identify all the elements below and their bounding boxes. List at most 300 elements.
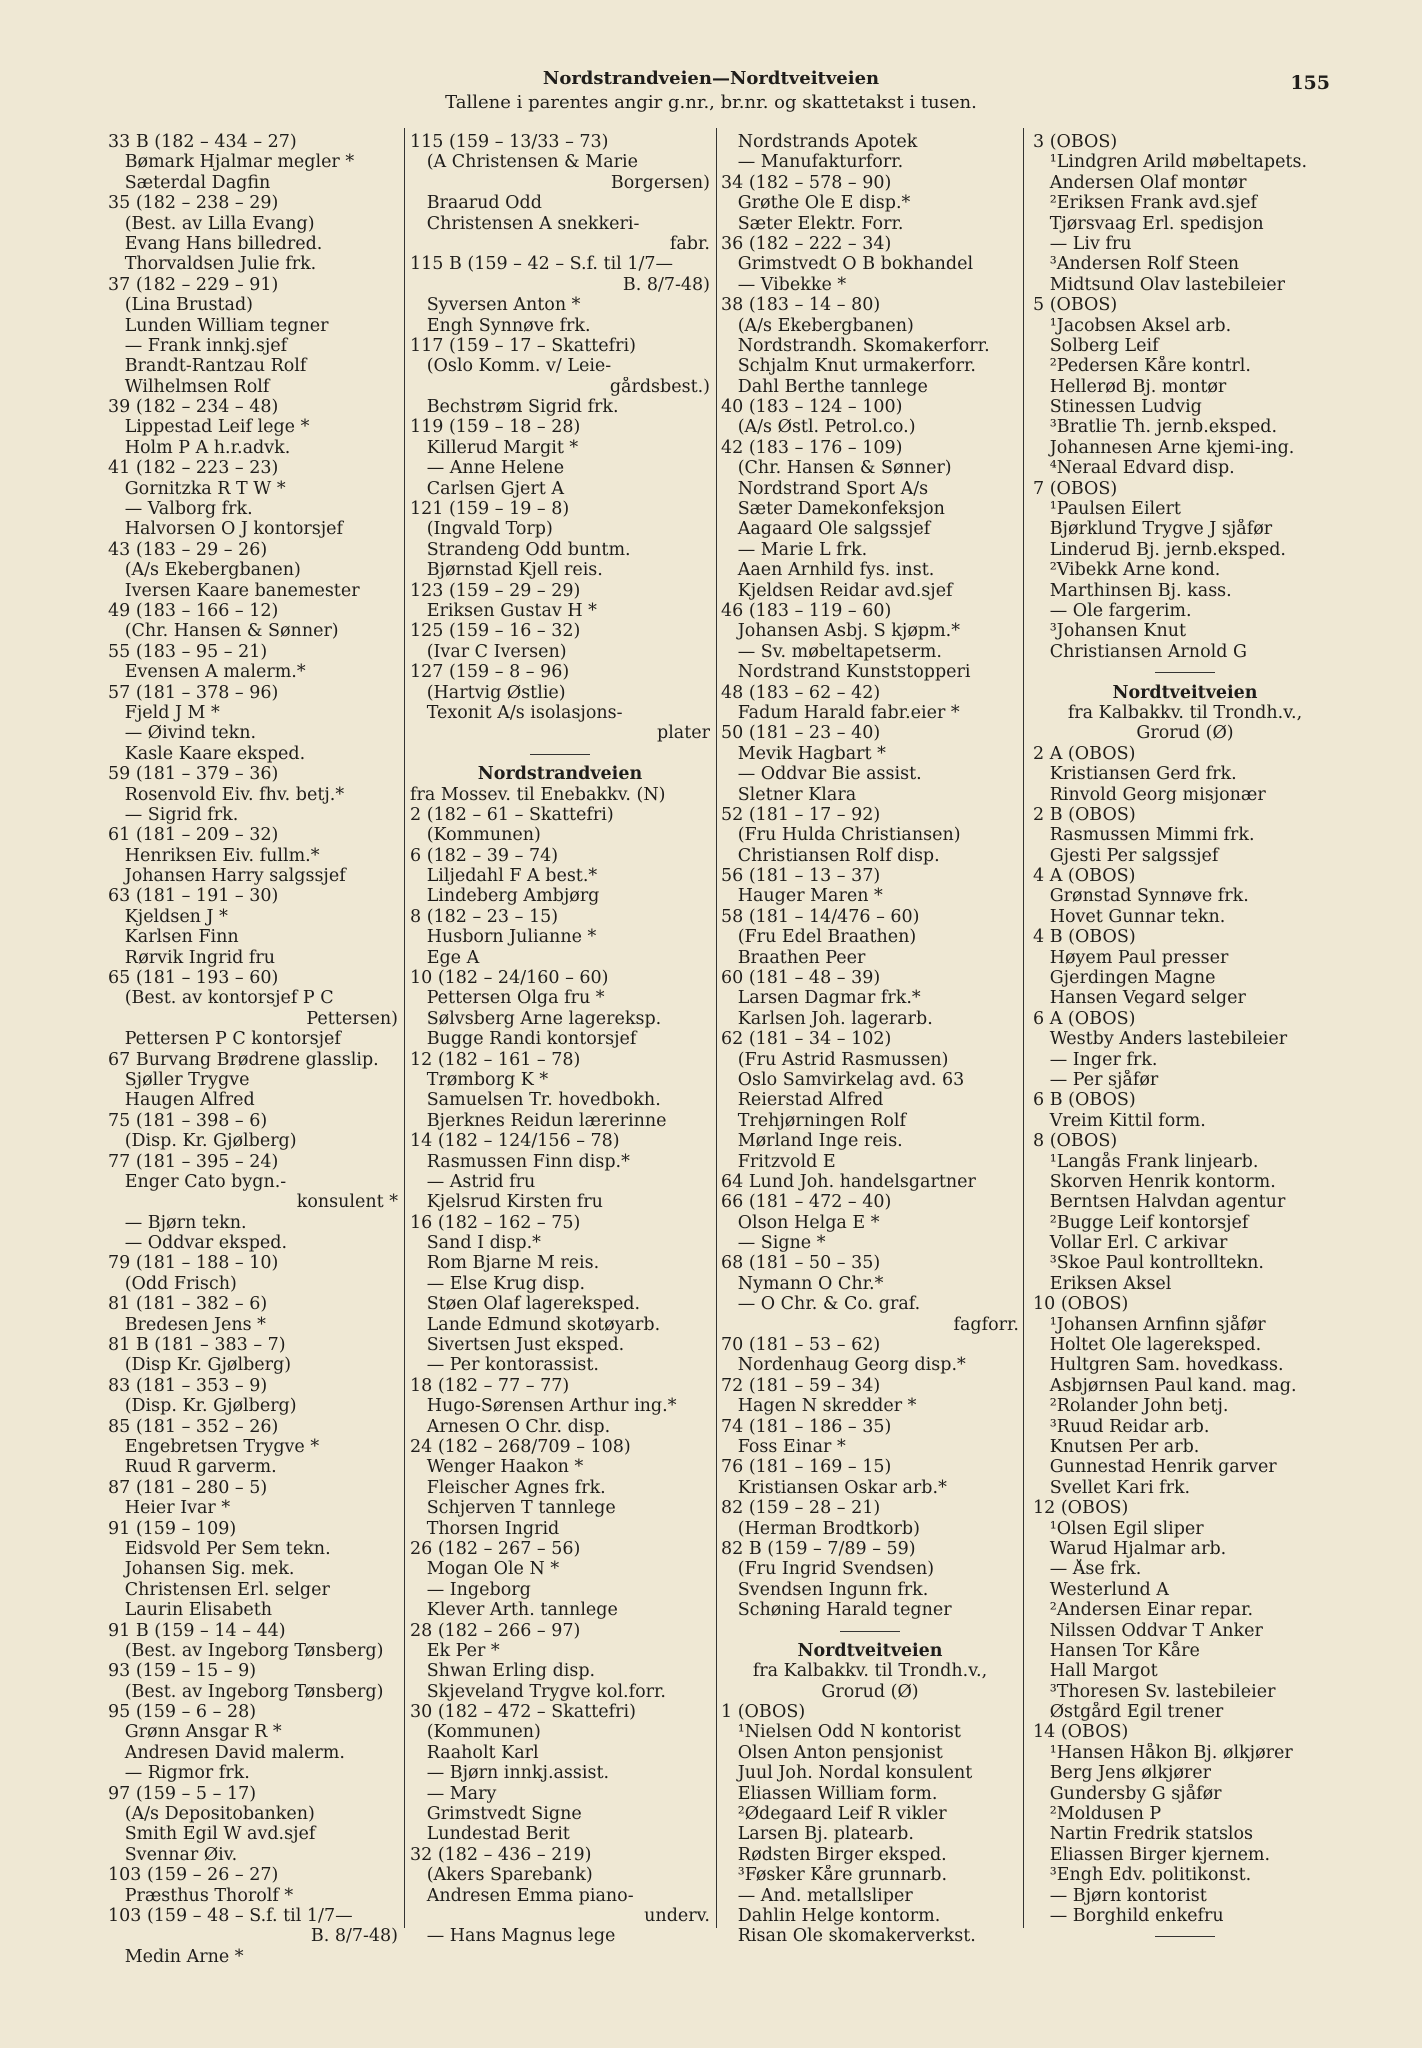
- directory-line: 70 (181 – 53 – 62): [721, 1335, 881, 1356]
- directory-line: 5 (OBOS): [1033, 295, 1118, 316]
- directory-line: 33 B (182 – 434 – 27): [108, 132, 297, 152]
- directory-line: 56 (181 – 13 – 37): [721, 866, 881, 887]
- directory-line: 32 (182 – 436 – 219): [410, 1844, 592, 1865]
- directory-line: 4 B (OBOS): [1033, 927, 1136, 948]
- directory-line: Asbjørnsen Paul kand. mag.: [1033, 1375, 1297, 1396]
- directory-line: Lippestad Leif lege *: [108, 417, 310, 438]
- directory-line: 12 (182 – 161 – 78): [410, 1049, 581, 1070]
- directory-line: — Bjørn kontorist: [1033, 1885, 1207, 1906]
- directory-line: Bjørklund Trygve J sjåfør: [1033, 519, 1273, 540]
- directory-line: (A/s Ekebergbanen): [108, 560, 301, 581]
- directory-line: ²Rolander John betj.: [1033, 1396, 1229, 1417]
- directory-line: Svennar Øiv.: [108, 1844, 238, 1865]
- directory-line: Kristiansen Oskar arb.*: [721, 1477, 947, 1498]
- directory-line: Sjøller Trygve: [108, 1069, 250, 1090]
- directory-line: Eliassen Birger kjernem.: [1033, 1844, 1271, 1865]
- directory-line: Rørvik Ingrid fru: [108, 947, 275, 968]
- directory-line: ²Vibekk Arne kond.: [1033, 560, 1221, 581]
- directory-line: 75 (181 – 398 – 6): [108, 1110, 268, 1131]
- directory-line: Ek Per *: [410, 1640, 500, 1661]
- directory-line: Mevik Hagbart *: [721, 743, 886, 764]
- directory-line: fra Kalbakkv. til Trondh.v.,: [1067, 702, 1303, 723]
- directory-line: fabr.: [669, 233, 710, 254]
- directory-line: 115 B (159 – 42 – S.f. til 1/7—: [410, 254, 673, 275]
- directory-line: (Chr. Hansen & Sønner): [108, 621, 339, 642]
- page-number: 155: [1290, 72, 1330, 94]
- street-heading: Nordstrandveien: [477, 764, 643, 785]
- directory-line: Iversen Kaare banemester: [108, 580, 360, 601]
- directory-line: — O Chr. & Co. graf.: [721, 1294, 921, 1315]
- street-heading: Nordtveitveien: [797, 1640, 943, 1661]
- directory-line: — Per kontorassist.: [410, 1355, 599, 1376]
- directory-line: Rødsten Birger eksped.: [721, 1844, 947, 1865]
- directory-line: 103 (159 – 26 – 27): [108, 1865, 279, 1886]
- column-divider: [716, 128, 717, 1928]
- directory-line: ²Bugge Leif kontorsjef: [1033, 1212, 1249, 1233]
- directory-line: Grimstvedt Signe: [410, 1804, 582, 1825]
- directory-line: Haugen Alfred: [108, 1090, 255, 1111]
- directory-line: 10 (182 – 24/160 – 60): [410, 968, 609, 989]
- directory-line: Thorsen Ingrid: [410, 1518, 560, 1539]
- directory-line: — Liv fru: [1033, 233, 1132, 254]
- directory-line: Oslo Samvirkelag avd. 63: [721, 1069, 965, 1090]
- directory-line: Eriksen Aksel: [1033, 1273, 1172, 1294]
- directory-line: Schjalm Knut urmakerforr.: [721, 356, 976, 377]
- directory-line: — Oddvar eksped.: [108, 1233, 288, 1254]
- directory-line: 81 (181 – 382 – 6): [108, 1294, 268, 1315]
- directory-line: — Hans Magnus lege: [410, 1926, 616, 1947]
- directory-line: Heier Ivar *: [108, 1498, 231, 1519]
- directory-line: (Oslo Komm. v/ Leie-: [410, 356, 612, 377]
- directory-line: Berntsen Halvdan agentur: [1033, 1192, 1286, 1213]
- directory-line: 62 (181 – 34 – 102): [721, 1029, 892, 1050]
- directory-line: ²Ødegaard Leif R vikler: [721, 1804, 947, 1825]
- directory-line: (A/s Ekebergbanen): [721, 315, 914, 336]
- directory-line: Gjerdingen Magne: [1033, 968, 1216, 989]
- directory-line: 76 (181 – 169 – 15): [721, 1457, 892, 1478]
- directory-line: 82 B (159 – 7/89 – 59): [721, 1538, 916, 1559]
- directory-line: — Sv. møbeltapetserm.: [721, 641, 942, 662]
- directory-line: Schøning Harald tegner: [721, 1600, 952, 1621]
- directory-line: 74 (181 – 186 – 35): [721, 1416, 892, 1437]
- directory-line: Samuelsen Tr. hovedbokh.: [410, 1090, 661, 1111]
- directory-line: — Marie L frk.: [721, 539, 868, 560]
- directory-line: (Disp. Kr. Gjølberg): [108, 1131, 297, 1152]
- directory-line: — Ole fargerim.: [1033, 600, 1192, 621]
- directory-line: ⁴Neraal Edvard disp.: [1033, 458, 1235, 479]
- directory-line: B. 8/7-48): [310, 1926, 398, 1947]
- directory-line: 10 (OBOS): [1033, 1294, 1129, 1315]
- directory-line: 64 Lund Joh. handelsgartner: [721, 1171, 976, 1192]
- directory-line: ¹Langås Frank linjearb.: [1033, 1151, 1259, 1172]
- directory-line: Sæter Elektr. Forr.: [721, 213, 904, 234]
- directory-line: Warud Hjalmar arb.: [1033, 1538, 1227, 1559]
- directory-line: 35 (182 – 238 – 29): [108, 193, 279, 214]
- directory-line: Medin Arne *: [108, 1946, 244, 1967]
- directory-line: Bjerknes Reidun lærerinne: [410, 1110, 667, 1131]
- directory-line: Johansen Harry salgssjef: [108, 866, 346, 887]
- directory-line: 42 (183 – 176 – 109): [721, 437, 903, 458]
- directory-line: 7 (OBOS): [1033, 478, 1118, 499]
- directory-line: Engebretsen Trygve *: [108, 1437, 320, 1457]
- directory-line: (Chr. Hansen & Sønner): [721, 458, 952, 479]
- directory-line: Grimstvedt O B bokhandel: [721, 254, 974, 275]
- directory-line: 115 (159 – 13/33 – 73): [410, 132, 609, 152]
- directory-line: — Åse frk.: [1033, 1559, 1142, 1580]
- directory-line: Karlsen Finn: [108, 927, 239, 948]
- directory-line: — Øivind tekn.: [108, 723, 257, 744]
- directory-line: — Valborg frk.: [108, 499, 253, 520]
- directory-line: Risan Ole skomakerverkst.: [721, 1926, 976, 1947]
- directory-line: Skjeveland Trygve kol.forr.: [410, 1681, 666, 1702]
- directory-line: ¹Lindgren Arild møbeltapets.: [1033, 152, 1308, 173]
- directory-line: 59 (181 – 379 – 36): [108, 764, 279, 785]
- directory-line: 82 (159 – 28 – 21): [721, 1498, 881, 1519]
- directory-line: (Fru Edel Braathen): [721, 927, 917, 948]
- directory-line: fra Kalbakkv. til Trondh.v.,: [752, 1661, 988, 1682]
- directory-line: B. 8/7-48): [622, 274, 710, 295]
- directory-line: Juul Joh. Nordal konsulent: [721, 1763, 973, 1784]
- directory-line: Andresen David malerm.: [108, 1742, 345, 1763]
- directory-line: 39 (182 – 234 – 48): [108, 397, 279, 418]
- directory-line: 6 (182 – 39 – 74): [410, 845, 559, 866]
- directory-line: 61 (181 – 209 – 32): [108, 825, 279, 846]
- directory-line: (Hartvig Østlie): [410, 682, 566, 703]
- directory-line: (Ivar C Iversen): [410, 641, 567, 662]
- directory-line: 119 (159 – 18 – 28): [410, 417, 581, 438]
- directory-line: Hansen Tor Kåre: [1033, 1640, 1200, 1661]
- directory-line: 117 (159 – 17 – Skattefri): [410, 335, 636, 356]
- directory-line: Kjeldsen J *: [108, 906, 228, 927]
- directory-line: 2 A (OBOS): [1033, 743, 1136, 764]
- directory-line: 46 (183 – 119 – 60): [721, 600, 892, 621]
- street-heading: Nordtveitveien: [1112, 682, 1258, 703]
- directory-line: 52 (181 – 17 – 92): [721, 804, 881, 825]
- directory-line: 24 (182 – 268/709 – 108): [410, 1437, 631, 1457]
- directory-line: Raaholt Karl: [410, 1742, 539, 1763]
- directory-line: Syversen Anton *: [410, 295, 581, 316]
- directory-line: Gunnestad Henrik garver: [1033, 1457, 1277, 1478]
- directory-line: Trømborg K *: [410, 1069, 549, 1090]
- directory-line: Nordstrand Kunststopperi: [721, 662, 971, 683]
- directory-line: Hauger Maren *: [721, 886, 883, 907]
- directory-line: 63 (181 – 191 – 30): [108, 886, 279, 907]
- directory-line: 38 (183 – 14 – 80): [721, 295, 881, 316]
- directory-line: (Kommunen): [410, 1722, 541, 1743]
- directory-line: Præsthus Thorolf *: [108, 1885, 294, 1906]
- directory-line: 87 (181 – 280 – 5): [108, 1477, 268, 1498]
- directory-line: ¹Jacobsen Aksel arb.: [1033, 315, 1232, 336]
- directory-line: Bugge Randi kontorsjef: [410, 1029, 637, 1050]
- directory-line: Borgersen): [610, 172, 710, 193]
- directory-line: Hellerød Bj. montør: [1033, 376, 1227, 397]
- directory-line: Skorven Henrik kontorm.: [1033, 1171, 1276, 1192]
- directory-line: 93 (159 – 15 – 9): [108, 1661, 257, 1682]
- directory-line: 57 (181 – 378 – 96): [108, 682, 279, 703]
- directory-line: ²Eriksen Frank avd.sjef: [1033, 193, 1257, 214]
- directory-line: 30 (182 – 472 – Skattefri): [410, 1702, 636, 1723]
- directory-line: Shwan Erling disp.: [410, 1661, 596, 1682]
- section-rule: [1033, 662, 1337, 682]
- directory-line: (Fru Astrid Rasmussen): [721, 1049, 949, 1070]
- directory-line: Eliassen William form.: [721, 1783, 938, 1804]
- directory-line: Rinvold Georg misjonær: [1033, 784, 1266, 805]
- directory-line: 28 (182 – 266 – 97): [410, 1620, 581, 1641]
- directory-line: ²Pedersen Kåre kontrl.: [1033, 356, 1251, 377]
- directory-line: 6 A (OBOS): [1033, 1008, 1136, 1029]
- directory-line: Lunden William tegner: [108, 315, 329, 336]
- directory-line: — Bjørn innkj.assist.: [410, 1763, 610, 1784]
- directory-line: Christiansen Rolf disp.: [721, 845, 940, 866]
- directory-line: Fjeld J M *: [108, 702, 220, 723]
- directory-line: Ruud R garverm.: [108, 1457, 277, 1478]
- directory-line: Dahlin Helge kontorm.: [721, 1905, 941, 1926]
- directory-line: Høyem Paul presser: [1033, 947, 1229, 968]
- directory-line: (Akers Sparebank): [410, 1865, 593, 1886]
- directory-line: (Ingvald Torp): [410, 519, 553, 540]
- directory-line: Evensen A malerm.*: [108, 662, 306, 683]
- directory-line: Pettersen Olga fru *: [410, 988, 605, 1009]
- directory-line: (Disp Kr. Gjølberg): [108, 1355, 292, 1376]
- directory-line: Dahl Berthe tannlege: [721, 376, 928, 397]
- directory-line: plater: [657, 723, 710, 744]
- directory-line: 41 (182 – 223 – 23): [108, 458, 279, 479]
- directory-line: (Odd Frisch): [108, 1273, 237, 1294]
- directory-line: Lande Edmund skotøyarb.: [410, 1314, 661, 1335]
- directory-line: Carlsen Gjert A: [410, 478, 565, 499]
- directory-line: Hansen Vegard selger: [1033, 988, 1246, 1009]
- directory-line: Tjørsvaag Erl. spedisjon: [1033, 213, 1264, 234]
- directory-line: fagforr.: [953, 1314, 1019, 1335]
- directory-line: ³Andersen Rolf Steen: [1033, 254, 1240, 275]
- directory-line: 8 (OBOS): [1033, 1131, 1118, 1152]
- directory-line: Bjørnstad Kjell reis.: [410, 560, 603, 581]
- directory-line: Støen Olaf lagereksped.: [410, 1294, 641, 1315]
- directory-line: Grønn Ansgar R *: [108, 1722, 282, 1743]
- directory-line: Gundersby G sjåfør: [1033, 1783, 1222, 1804]
- directory-line: Fritzvold E: [721, 1151, 836, 1172]
- directory-line: 66 (181 – 472 – 40): [721, 1192, 892, 1213]
- directory-line: Lindeberg Ambjørg: [410, 886, 600, 907]
- directory-line: Fadum Harald fabr.eier *: [721, 702, 960, 723]
- directory-line: 68 (181 – 50 – 35): [721, 1253, 881, 1274]
- directory-line: Nilssen Oddvar T Anker: [1033, 1620, 1263, 1641]
- directory-line: Fleischer Agnes frk.: [410, 1477, 606, 1498]
- directory-line: Vreim Kittil form.: [1033, 1110, 1206, 1131]
- directory-line: ³Skoe Paul kontrolltekn.: [1033, 1253, 1264, 1274]
- directory-line: Rasmussen Finn disp.*: [410, 1151, 630, 1172]
- directory-line: Evang Hans billedred.: [108, 233, 323, 254]
- directory-line: Christiansen Arnold G: [1033, 641, 1247, 662]
- directory-line: — Vibekke *: [721, 274, 847, 295]
- directory-line: Grorud (Ø): [1136, 723, 1234, 744]
- directory-line: 58 (181 – 14/476 – 60): [721, 906, 920, 927]
- directory-line: — Mary: [410, 1783, 497, 1804]
- directory-line: Grøthe Ole E disp.*: [721, 193, 911, 214]
- directory-line: 37 (182 – 229 – 91): [108, 274, 279, 295]
- directory-line: (Fru Hulda Christiansen): [721, 825, 961, 846]
- directory-line: Westerlund A: [1033, 1579, 1169, 1600]
- directory-line: — Bjørn tekn.: [108, 1212, 247, 1233]
- directory-line: — Signe *: [721, 1233, 826, 1254]
- directory-line: Brandt-Rantzau Rolf: [108, 356, 307, 377]
- directory-line: ¹Paulsen Eilert: [1033, 499, 1181, 520]
- directory-line: 16 (182 – 162 – 75): [410, 1212, 581, 1233]
- directory-line: (A/s Depositobanken): [108, 1804, 315, 1825]
- directory-line: 103 (159 – 48 – S.f. til 1/7—: [108, 1905, 353, 1926]
- directory-line: 72 (181 – 59 – 34): [721, 1375, 881, 1396]
- directory-line: (A/s Østl. Petrol.co.): [721, 417, 916, 438]
- directory-line: (Best. av Ingeborg Tønsberg): [108, 1640, 384, 1661]
- directory-line: — Astrid fru: [410, 1171, 536, 1192]
- directory-line: Engh Synnøve frk.: [410, 315, 591, 336]
- directory-line: 18 (182 – 77 – 77): [410, 1375, 570, 1396]
- directory-line: Nordenhaug Georg disp.*: [721, 1355, 966, 1376]
- directory-line: Rosenvold Eiv. fhv. betj.*: [108, 784, 345, 805]
- directory-line: 14 (OBOS): [1033, 1722, 1129, 1743]
- directory-line: 127 (159 – 8 – 96): [410, 662, 570, 683]
- directory-line: Andersen Olaf montør: [1033, 172, 1247, 193]
- directory-line: Andresen Emma piano-: [410, 1885, 634, 1906]
- directory-line: Svellet Kari frk.: [1033, 1477, 1191, 1498]
- directory-line: Sæter Damekonfeksjon: [721, 499, 945, 520]
- directory-line: Nordstrandh. Skomakerforr.: [721, 335, 990, 356]
- directory-line: 65 (181 – 193 – 60): [108, 968, 279, 989]
- section-rule: [410, 744, 710, 764]
- directory-line: Vollar Erl. C arkivar: [1033, 1233, 1228, 1254]
- directory-line: Smith Egil W avd.sjef: [108, 1824, 316, 1845]
- directory-line: — Inger frk.: [1033, 1049, 1158, 1070]
- directory-line: Knutsen Per arb.: [1033, 1437, 1200, 1457]
- directory-line: Sand I disp.*: [410, 1233, 541, 1254]
- directory-column-4: [1033, 132, 1337, 1947]
- directory-line: Eriksen Gustav H *: [410, 600, 597, 621]
- directory-line: — Ingeborg: [410, 1579, 531, 1600]
- directory-line: Arnesen O Chr. disp.: [410, 1416, 611, 1437]
- directory-line: 34 (182 – 578 – 90): [721, 172, 892, 193]
- directory-line: Nordstrands Apotek: [721, 132, 918, 152]
- directory-line: Bømark Hjalmar megler *: [108, 152, 355, 173]
- directory-line: Nymann O Chr.*: [721, 1273, 884, 1294]
- directory-line: Nordstrand Sport A/s: [721, 478, 929, 499]
- directory-line: Reierstad Alfred: [721, 1090, 884, 1111]
- directory-line: ²Andersen Einar repar.: [1033, 1600, 1254, 1621]
- directory-line: 97 (159 – 5 – 17): [108, 1783, 257, 1804]
- directory-line: (Herman Brodtkorb): [721, 1518, 920, 1539]
- directory-line: — Else Krug disp.: [410, 1273, 586, 1294]
- directory-line: Wilhelmsen Rolf: [108, 376, 270, 397]
- column-divider: [1023, 128, 1024, 1928]
- directory-line: 91 (159 – 109): [108, 1518, 237, 1539]
- directory-line: Sivertsen Just eksped.: [410, 1335, 625, 1356]
- directory-line: 67 Burvang Brødrene glasslip.: [108, 1049, 379, 1070]
- directory-line: — Borghild enkefru: [1033, 1905, 1224, 1926]
- directory-line: (Fru Ingrid Svendsen): [721, 1559, 935, 1580]
- directory-line: Aagaard Ole salgssjef: [721, 519, 931, 540]
- directory-line: — Oddvar Bie assist.: [721, 764, 922, 785]
- directory-line: — Rigmor frk.: [108, 1763, 250, 1784]
- directory-line: Hall Margot: [1033, 1661, 1158, 1682]
- directory-line: konsulent *: [296, 1192, 398, 1213]
- directory-line: Karlsen Joh. lagerarb.: [721, 1008, 933, 1029]
- directory-line: underv.: [644, 1905, 710, 1926]
- directory-line: 95 (159 – 6 – 28): [108, 1702, 257, 1723]
- directory-line: Husborn Julianne *: [410, 927, 597, 948]
- directory-line: Olsen Anton pensjonist: [721, 1742, 943, 1763]
- directory-line: ¹Hansen Håkon Bj. ølkjører: [1033, 1742, 1293, 1763]
- directory-line: Hagen N skredder *: [721, 1396, 917, 1417]
- directory-line: 6 B (OBOS): [1033, 1090, 1136, 1111]
- directory-line: 123 (159 – 29 – 29): [410, 580, 581, 601]
- directory-line: ²Moldusen P: [1033, 1804, 1162, 1825]
- directory-line: Grønstad Synnøve frk.: [1033, 886, 1249, 907]
- column-divider: [404, 128, 405, 1928]
- directory-line: Lundestad Berit: [410, 1824, 570, 1845]
- directory-line: Sæterdal Dagfin: [108, 172, 271, 193]
- directory-line: ¹Johansen Arnfinn sjåfør: [1033, 1314, 1266, 1335]
- directory-line: Johansen Asbj. S kjøpm.*: [721, 621, 960, 642]
- directory-line: Sølvsberg Arne lagereksp.: [410, 1008, 662, 1029]
- directory-line: Hugo-Sørensen Arthur ing.*: [410, 1396, 677, 1417]
- directory-line: Berg Jens ølkjører: [1033, 1763, 1212, 1784]
- directory-line: 79 (181 – 188 – 10): [108, 1253, 279, 1274]
- page-header-title: Nordstrandveien—Nordtveitveien: [542, 68, 880, 89]
- directory-line: gårdsbest.): [609, 376, 710, 397]
- directory-line: 8 (182 – 23 – 15): [410, 906, 559, 927]
- directory-line: 121 (159 – 19 – 8): [410, 499, 570, 520]
- directory-line: Westby Anders lastebileier: [1033, 1029, 1288, 1050]
- directory-line: 40 (183 – 124 – 100): [721, 397, 903, 418]
- directory-line: Gornitzka R T W *: [108, 478, 286, 499]
- directory-line: Ege A: [410, 947, 480, 968]
- directory-line: ³Engh Edv. politikonst.: [1033, 1865, 1252, 1886]
- directory-line: 55 (183 – 95 – 21): [108, 641, 268, 662]
- directory-line: (Best. av Ingeborg Tønsberg): [108, 1681, 384, 1702]
- directory-line: 77 (181 – 395 – 24): [108, 1151, 279, 1172]
- directory-line: Gjesti Per salgssjef: [1033, 845, 1219, 866]
- directory-line: Mørland Inge reis.: [721, 1131, 903, 1152]
- directory-line: Mogan Ole N *: [410, 1559, 560, 1580]
- directory-line: (A Christensen & Marie: [410, 152, 638, 173]
- directory-line: fra Mossev. til Enebakkv. (N): [410, 784, 666, 805]
- directory-line: ¹Olsen Egil sliper: [1033, 1518, 1204, 1539]
- section-rule: [1033, 1926, 1337, 1946]
- directory-line: 49 (183 – 166 – 12): [108, 600, 279, 621]
- directory-line: Solberg Leif: [1033, 335, 1159, 356]
- directory-line: Larsen Dagmar frk.*: [721, 988, 921, 1009]
- directory-line: 2 B (OBOS): [1033, 804, 1136, 825]
- directory-line: 81 B (181 – 383 – 7): [108, 1335, 286, 1356]
- directory-line: Eidsvold Per Sem tekn.: [108, 1538, 331, 1559]
- directory-line: Christensen Erl. selger: [108, 1579, 330, 1600]
- directory-line: ³Thoresen Sv. lastebileier: [1033, 1681, 1276, 1702]
- directory-column-3: [721, 132, 1019, 1947]
- directory-line: (Disp. Kr. Gjølberg): [108, 1396, 297, 1417]
- directory-line: Grorud (Ø): [821, 1681, 919, 1702]
- directory-line: Trehjørningen Rolf: [721, 1110, 906, 1131]
- directory-line: Laurin Elisabeth: [108, 1600, 273, 1621]
- directory-column-2: [410, 132, 710, 1947]
- directory-line: Liljedahl F A best.*: [410, 866, 598, 887]
- section-rule: [721, 1621, 1019, 1641]
- directory-line: 43 (183 – 29 – 26): [108, 539, 268, 560]
- directory-line: Rom Bjarne M reis.: [410, 1253, 600, 1274]
- directory-line: Texonit A/s isolasjons-: [410, 702, 623, 723]
- directory-line: Olson Helga E *: [721, 1212, 880, 1233]
- directory-line: — Frank innkj.sjef: [108, 335, 288, 356]
- directory-line: ³Johansen Knut: [1033, 621, 1187, 642]
- directory-line: — Per sjåfør: [1033, 1069, 1159, 1090]
